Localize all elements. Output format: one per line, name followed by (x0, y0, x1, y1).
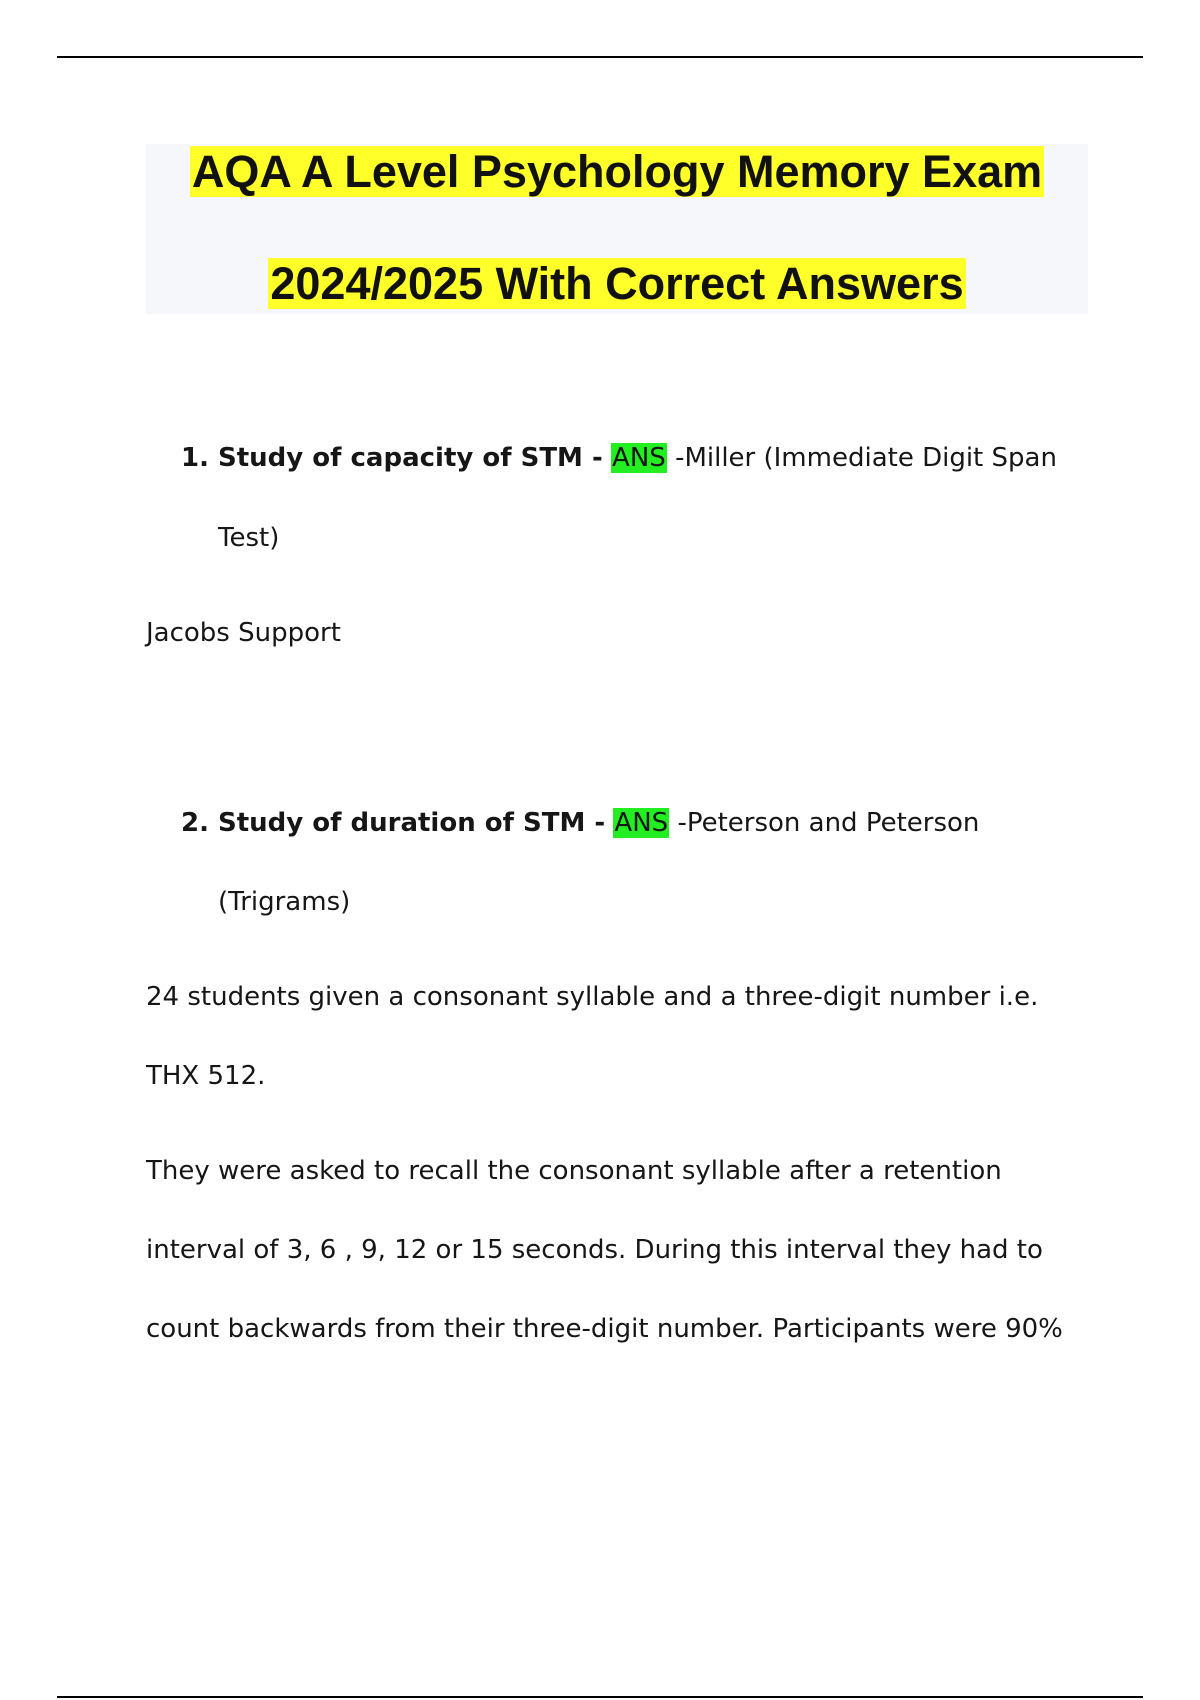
paragraph-jacobs: Jacobs Support (146, 618, 341, 648)
question-1-number: 1. (181, 443, 209, 473)
question-2 (218, 806, 979, 840)
title-line-1: AQA A Level Psychology Memory Exam (191, 146, 1043, 197)
question-2-number: 2. (181, 808, 209, 838)
question-2-text: Study of duration of STM - (218, 808, 606, 838)
answer-1-continued: Test) (218, 523, 280, 553)
bottom-rule (57, 1696, 1143, 1698)
ans-label-1: ANS (612, 443, 666, 473)
question-1-text: Study of capacity of STM - (218, 443, 603, 473)
answer-2-continued: (Trigrams) (218, 887, 351, 917)
paragraph-1-line-2: THX 512. (146, 1061, 266, 1091)
paragraph-2-line-2: interval of 3, 6 , 9, 12 or 15 seconds. During this interval they had to (146, 1235, 1043, 1265)
question-1 (218, 441, 1057, 475)
paragraph-2-line-1: They were asked to recall the consonant syllable after a retention (146, 1156, 1002, 1186)
answer-2: -Peterson and Peterson (677, 808, 980, 838)
ans-label-2: ANS (614, 808, 669, 838)
paragraph-2-line-3: count backwards from their three-digit number. Participants were 90% (146, 1314, 1063, 1344)
top-rule (57, 56, 1143, 58)
answer-1: -Miller (Immediate Digit Span (675, 443, 1057, 473)
paragraph-1-line-1: 24 students given a consonant syllable and a three-digit number i.e. (146, 982, 1039, 1012)
title-line-2: 2024/2025 With Correct Answers (270, 258, 964, 309)
document-title (146, 144, 1088, 314)
